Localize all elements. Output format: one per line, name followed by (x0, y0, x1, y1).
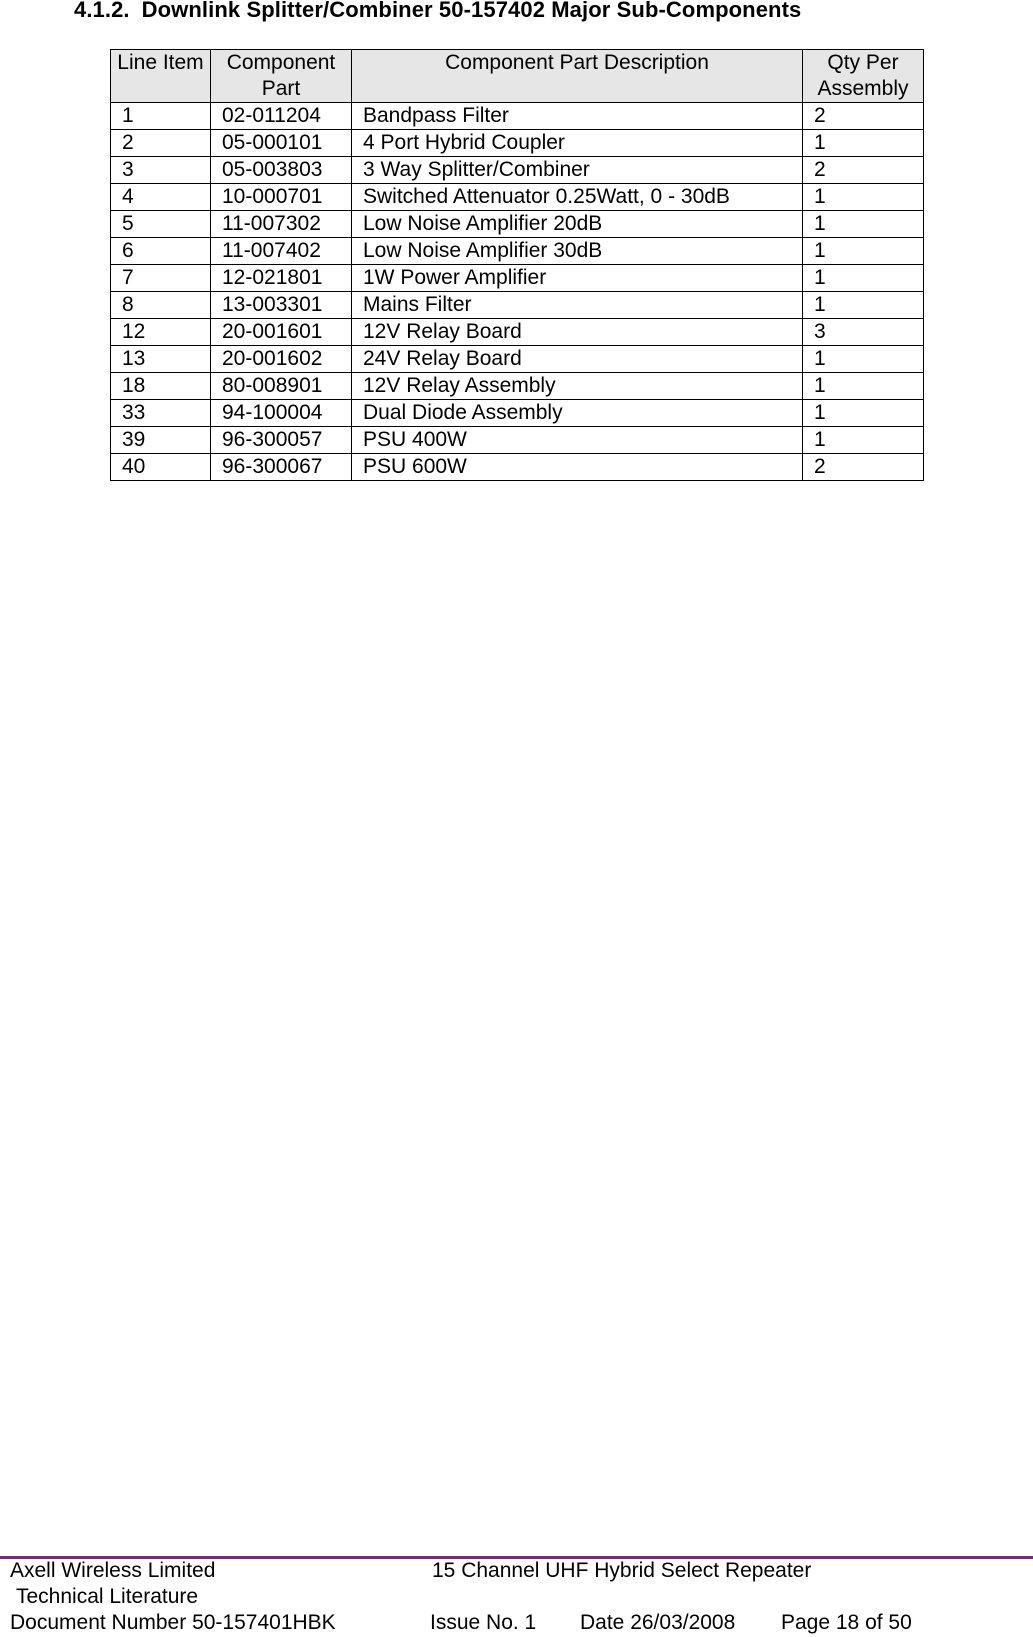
cell-description: 3 Way Splitter/Combiner (352, 157, 803, 184)
cell-component-part: 12-021801 (211, 265, 352, 292)
cell-line-item: 4 (111, 184, 211, 211)
header-qty: Qty Per Assembly (803, 50, 924, 103)
cell-description: Low Noise Amplifier 20dB (352, 211, 803, 238)
cell-description: 1W Power Amplifier (352, 265, 803, 292)
cell-line-item: 12 (111, 319, 211, 346)
cell-component-part: 11-007302 (211, 211, 352, 238)
cell-line-item: 5 (111, 211, 211, 238)
cell-component-part: 05-003803 (211, 157, 352, 184)
table-row (111, 157, 924, 184)
cell-description: Switched Attenuator 0.25Watt, 0 - 30dB (352, 184, 803, 211)
section-number: 4.1.2. (74, 0, 130, 22)
cell-description: Mains Filter (352, 292, 803, 319)
cell-component-part: 94-100004 (211, 400, 352, 427)
cell-qty: 1 (803, 373, 924, 400)
cell-line-item: 33 (111, 400, 211, 427)
cell-line-item: 18 (111, 373, 211, 400)
cell-line-item: 3 (111, 157, 211, 184)
cell-qty: 2 (803, 157, 924, 184)
cell-line-item: 6 (111, 238, 211, 265)
cell-description: 4 Port Hybrid Coupler (352, 130, 803, 157)
footer-literature: Technical Literature (16, 1585, 199, 1608)
cell-component-part: 96-300057 (211, 427, 352, 454)
footer-date: Date 26/03/2008 (580, 1611, 736, 1634)
cell-description: PSU 600W (352, 454, 803, 481)
cell-qty: 1 (803, 211, 924, 238)
components-table (110, 49, 924, 481)
cell-description: PSU 400W (352, 427, 803, 454)
header-component-part: Component Part (211, 50, 352, 103)
table-row (111, 319, 924, 346)
cell-qty: 1 (803, 184, 924, 211)
footer-product: 15 Channel UHF Hybrid Select Repeater (432, 1559, 812, 1582)
cell-line-item: 7 (111, 265, 211, 292)
footer-document-number: Document Number 50-157401HBK (10, 1611, 336, 1634)
table-row (111, 373, 924, 400)
cell-component-part: 80-008901 (211, 373, 352, 400)
cell-qty: 1 (803, 400, 924, 427)
cell-description: 12V Relay Assembly (352, 373, 803, 400)
header-description: Component Part Description (352, 50, 803, 103)
table-row (111, 292, 924, 319)
cell-description: Low Noise Amplifier 30dB (352, 238, 803, 265)
table-row (111, 184, 924, 211)
cell-qty: 3 (803, 319, 924, 346)
table-header-row (111, 50, 924, 103)
cell-qty: 1 (803, 427, 924, 454)
cell-component-part: 96-300067 (211, 454, 352, 481)
cell-qty: 2 (803, 103, 924, 130)
cell-component-part: 20-001602 (211, 346, 352, 373)
table-row (111, 427, 924, 454)
cell-line-item: 1 (111, 103, 211, 130)
table-row (111, 130, 924, 157)
header-line-item: Line Item (111, 50, 211, 103)
cell-qty: 1 (803, 265, 924, 292)
table-row (111, 211, 924, 238)
footer-page: Page 18 of 50 (781, 1611, 912, 1634)
table-row (111, 454, 924, 481)
cell-line-item: 39 (111, 427, 211, 454)
cell-description: 12V Relay Board (352, 319, 803, 346)
cell-qty: 1 (803, 292, 924, 319)
cell-qty: 1 (803, 346, 924, 373)
cell-qty: 1 (803, 238, 924, 265)
table-row (111, 238, 924, 265)
cell-qty: 2 (803, 454, 924, 481)
cell-component-part: 05-000101 (211, 130, 352, 157)
section-title: Downlink Splitter/Combiner 50-157402 Major Sub-Components (141, 0, 802, 22)
cell-description: 24V Relay Board (352, 346, 803, 373)
footer-issue: Issue No. 1 (430, 1611, 537, 1634)
table-row (111, 265, 924, 292)
cell-line-item: 13 (111, 346, 211, 373)
cell-component-part: 10-000701 (211, 184, 352, 211)
cell-description: Bandpass Filter (352, 103, 803, 130)
cell-line-item: 8 (111, 292, 211, 319)
cell-line-item: 40 (111, 454, 211, 481)
table-row (111, 346, 924, 373)
cell-component-part: 11-007402 (211, 238, 352, 265)
section-heading (74, 0, 801, 23)
cell-qty: 1 (803, 130, 924, 157)
cell-component-part: 20-001601 (211, 319, 352, 346)
table-row (111, 103, 924, 130)
cell-component-part: 02-011204 (211, 103, 352, 130)
table-row (111, 400, 924, 427)
cell-component-part: 13-003301 (211, 292, 352, 319)
cell-description: Dual Diode Assembly (352, 400, 803, 427)
footer-company: Axell Wireless Limited (10, 1559, 216, 1582)
cell-line-item: 2 (111, 130, 211, 157)
